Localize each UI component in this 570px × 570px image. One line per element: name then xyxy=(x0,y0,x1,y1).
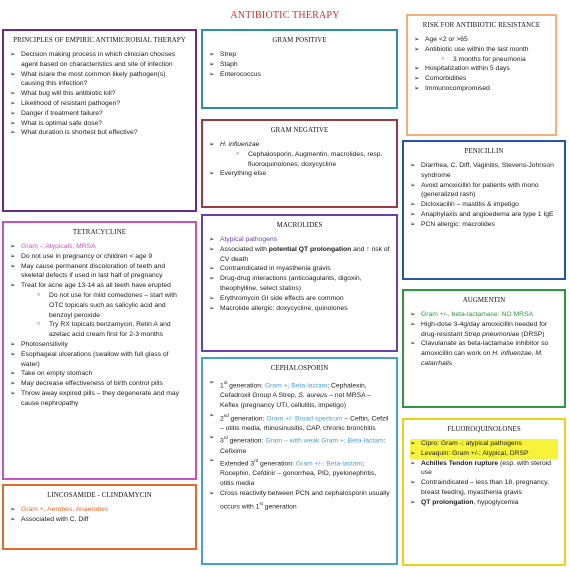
list-item xyxy=(10,242,189,252)
text-run: Clavulanate as beta-lactamase inhibitor so amoxicillin can work on xyxy=(421,340,549,358)
text-run: – Ceftin, Cefzil – otitis media, rhinosinusitis, CAP, chronic bronchitis xyxy=(220,414,389,432)
list-item: ➢ Associated with C. Diff xyxy=(10,515,189,525)
list-item: ➢ Esophageal ulcerations (swallow with full glass of water) xyxy=(10,350,189,370)
text-run: Extended 3 xyxy=(220,460,255,468)
list-item xyxy=(10,281,189,340)
text-run: generation xyxy=(262,503,297,511)
text-run: (DRSP) xyxy=(519,330,545,338)
resistance-risk-box xyxy=(406,14,557,136)
sub-list-item: ○ Try RX topicals benzamycin, Retin A and azelaic acid cream first for 2-3 months xyxy=(31,320,189,340)
list-item: ➢ Drug-drug interactions (anticoagulants, digoxin, theophylline, select statins) xyxy=(209,274,390,294)
list-item xyxy=(209,140,390,169)
list-item: ➢ Staph xyxy=(209,60,390,70)
text-run: (esp. with steroid use xyxy=(421,459,552,477)
lincosamide-tag: Gram +, Aerobes, Anaerobes xyxy=(21,506,109,513)
list-item: ➢ Do not use in pregnancy or children < age 9 xyxy=(10,252,189,262)
spectrum-tag: Gram +/-; Beta-lactam xyxy=(295,460,363,468)
list-item: ➢ Photosensitivity xyxy=(10,340,189,350)
text-run: and ↑ risk of CV death xyxy=(220,245,390,263)
gram-positive-box xyxy=(201,29,398,109)
list-item: ➢ May decrease effectiveness of birth control pills xyxy=(10,379,189,389)
cephalosporin-box xyxy=(201,357,398,565)
text-run: generation: xyxy=(228,414,267,422)
list-item-text: Treat for acne age 13-14 as all teeth have erupted xyxy=(21,282,171,290)
list-item: ➢ Contraindicated – less than 18, pregnancy, breast feeding, myasthenia gravis xyxy=(410,478,558,498)
page-title: ANTIBIOTIC THERAPY xyxy=(230,10,340,21)
list-item-text: H. influenzae xyxy=(220,141,260,148)
penicillin-box xyxy=(402,140,566,280)
list-item: ➢ What duration is shortest but effective? xyxy=(10,128,189,138)
list-item: ➢ Hospitalization within 5 days xyxy=(414,64,549,74)
list-item: ➢ Enterococcus xyxy=(209,70,390,80)
list-item: ➢ What is/are the most common likely pathogen(s) causing this infection? xyxy=(10,70,189,90)
text-run: High-dose 3-4g/day amoxicillin needed for drug-resistant xyxy=(421,320,548,338)
list-item xyxy=(209,235,390,245)
sub-list-item: ○ Cephalosporin, Augmentin, macrolides, resp. fluoroquinolones, doxycycline xyxy=(230,150,390,170)
list-item: ➢ Take on empty stomach xyxy=(10,369,189,379)
list-item: ➢ Immunocompromised xyxy=(414,84,549,94)
list-item xyxy=(414,45,549,65)
sub-list-item: ○ Do not use for mild comedones – start with OTC topicals such as salicylic acid and benzoyl peroxide xyxy=(31,291,189,320)
list-item xyxy=(410,320,558,340)
spectrum-tag: Gram +/- Broad spectrum xyxy=(266,414,343,422)
text-run: ; Rocephin, Cefdinir – gonorrhea, PID, pyelonephritis, otitis media xyxy=(220,460,377,488)
penicillin-heading: PENICILLIN xyxy=(464,148,504,155)
resistance-risk-heading: RISK FOR ANTIBIOTIC RESISTANCE xyxy=(422,22,541,29)
list-item-text: Antibiotic use within the last month xyxy=(425,45,529,53)
tetracycline-tag: Gram -; Atypicals; MRSA xyxy=(21,243,96,250)
spectrum-tag: Gram – with weak Gram +; Beta-lactam xyxy=(265,437,384,445)
augmentin-box xyxy=(402,289,566,408)
list-item xyxy=(209,245,390,265)
list-item: ➢ Comorbidities xyxy=(414,74,549,84)
list-item xyxy=(209,411,390,434)
list-item: ➢ Anaphylaxis and angioedema are type 1 IgE xyxy=(410,210,558,220)
list-item: ➢ Diarrhea, C. Diff, Vaginitis, Stevens-Johnson syndrome xyxy=(410,161,558,181)
empiric-therapy-heading: PRINCIPLES OF EMPIRIC ANTIMICROBIAL THERAPY xyxy=(13,37,186,44)
list-item: ➢ Erythromycin GI side effects are common xyxy=(209,294,390,304)
list-item: ➢ Contraindicated in myasthenia gravis xyxy=(209,264,390,274)
list-item: ➢ May cause permanent discoloration of teeth and skeletal defects if used in last half of pregnancy xyxy=(10,262,189,282)
list-item xyxy=(410,459,558,479)
list-item: ➢ Decision making process in which clinician chooses agent based on characteristics and site of infection xyxy=(10,50,189,70)
bold-text: Achilles Tendon rupture xyxy=(421,459,499,467)
fluoroquinolones-heading: FLUOROQUINOLONES xyxy=(447,426,521,433)
list-item: ➢ Avoid amoxicillin for patients with mono (generalized rash) xyxy=(410,181,558,201)
gram-positive-heading: GRAM POSITIVE xyxy=(272,37,327,44)
text-run: generation: xyxy=(258,460,296,468)
augmentin-tag: Gram +/-, beta-lactamase. NO MRSA xyxy=(421,311,533,318)
list-item: ➢ Cipro: Gram -; atypical pathogens xyxy=(410,439,558,449)
list-item: ➢ What is optimal safe dose? xyxy=(10,119,189,129)
list-item: ➢ Dicloxacilin – mastitis & impetigo xyxy=(410,200,558,210)
list-item xyxy=(209,433,390,456)
tetracycline-heading: TETRACYCLINE xyxy=(72,229,127,236)
superscript: st xyxy=(223,380,228,385)
macrolides-tag: Atypical pathogens xyxy=(220,236,278,243)
cephalosporin-heading: CEPHALOSPORIN xyxy=(270,365,329,372)
italic-text: H. influenzae, M. catarrhalis xyxy=(421,350,543,367)
italic-text: Strep pneumoniae xyxy=(464,330,520,338)
list-item: ➢ Levaquin: Gram +/-; Atypical, DRSP xyxy=(410,449,558,459)
list-item: ➢ Everything else xyxy=(209,169,390,179)
list-item xyxy=(410,498,558,508)
text-run: generation: xyxy=(227,437,266,445)
text-run: – not MRSA – Keflex (pregnancy UTI, cellulitis, impetigo) xyxy=(220,392,371,409)
list-item: ➢ Strep xyxy=(209,50,390,60)
text-run: ; Cephalexin, Cefadroxil Group A Strep, xyxy=(220,382,367,400)
list-item: ➢ PCN allergic: macrolides xyxy=(410,220,558,230)
superscript: st xyxy=(259,500,263,506)
list-item xyxy=(410,310,558,320)
italic-text: S. aureus xyxy=(298,392,328,400)
macrolides-box xyxy=(201,214,398,352)
text-run: generation: xyxy=(227,382,265,390)
list-item xyxy=(410,339,558,368)
superscript: rd xyxy=(223,435,228,441)
gram-negative-heading: GRAM NEGATIVE xyxy=(270,127,329,134)
qt-prolongation-text: potential QT prolongation xyxy=(268,245,352,253)
text-run: : Cefixime xyxy=(220,437,386,455)
sub-list-item: ○ 3 months for pneumonia xyxy=(435,55,549,65)
list-item: ➢ Macrolide allergic: doxycycline, quinolones xyxy=(209,304,390,314)
gram-negative-box xyxy=(201,119,398,208)
list-item xyxy=(209,378,390,411)
list-item: ➢ Throw away expired pills – they degenerate and may cause nephropathy xyxy=(10,389,189,409)
list-item: ➢ Danger if treatment failure? xyxy=(10,109,189,119)
lincosamide-box xyxy=(2,484,197,550)
superscript: rd xyxy=(254,458,259,464)
superscript: nd xyxy=(223,412,229,418)
augmentin-heading: AUGMENTIN xyxy=(462,297,506,304)
list-item xyxy=(209,489,390,512)
text-run: , hypoglycemia xyxy=(473,498,519,506)
list-item xyxy=(209,456,390,489)
list-item: ➢ Likelihood of resistant pathogen? xyxy=(10,99,189,109)
empiric-therapy-box xyxy=(2,29,197,212)
list-item: ➢ Age <2 or >65 xyxy=(414,35,549,45)
spectrum-tag: Gram +; Beta-lactam xyxy=(264,382,328,390)
text-run: 2 xyxy=(220,414,224,422)
bold-text: QT prolongation xyxy=(421,498,474,506)
macrolides-heading: MACROLIDES xyxy=(276,222,323,229)
list-item: ➢ What bug will this antibiotic kill? xyxy=(10,89,189,99)
text-run: 1 xyxy=(220,382,224,390)
list-item xyxy=(10,505,189,515)
text-run: Cross reactivity between PCN and cephalosporin usually occurs with 1 xyxy=(220,489,390,511)
lincosamide-heading: LINCOSAMIDE - CLINDAMYCIN xyxy=(47,492,152,499)
fluoroquinolones-box xyxy=(402,418,566,566)
text-run: 3 xyxy=(220,437,224,445)
text-run: Associated with xyxy=(220,245,269,253)
tetracycline-box xyxy=(2,221,197,480)
